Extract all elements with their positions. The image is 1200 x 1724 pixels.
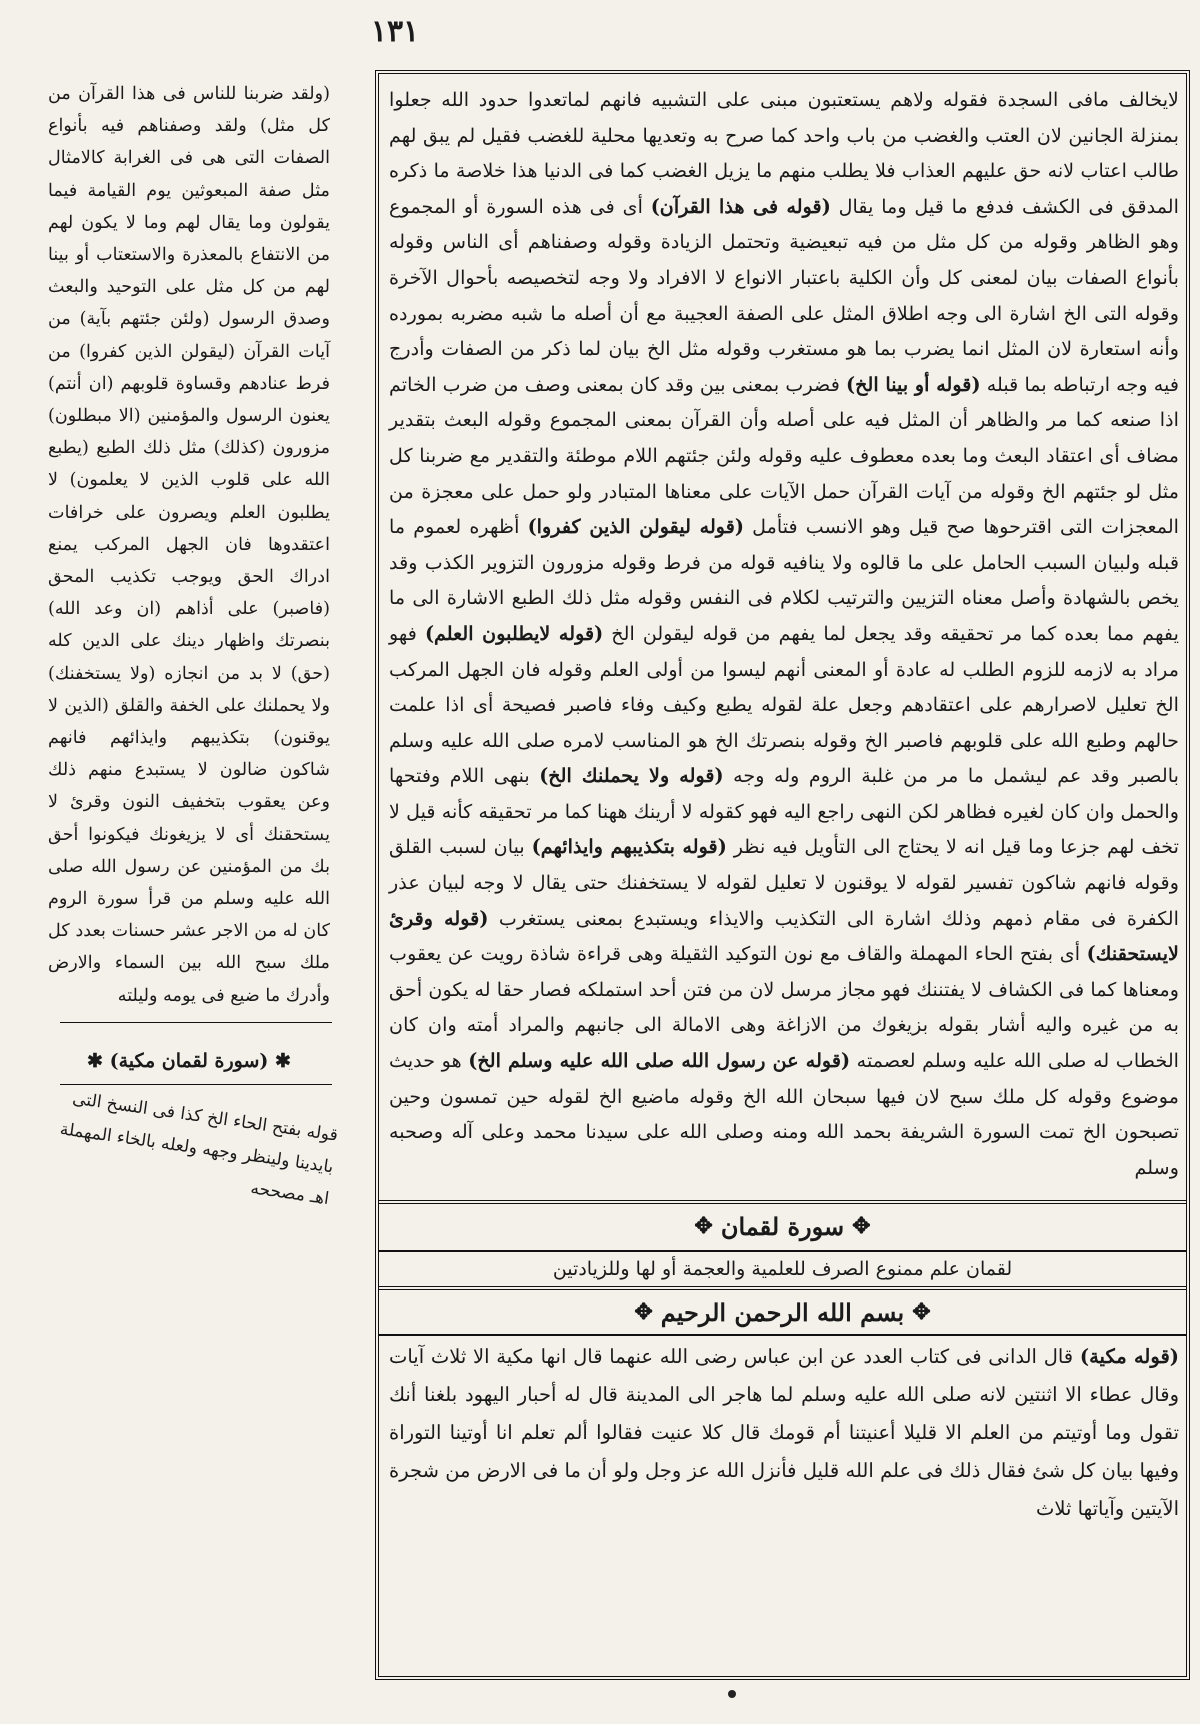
star-icon: ✱ (275, 1050, 291, 1072)
editor-note (40, 1088, 340, 1220)
basmala: بسم الله الرحمن الرحيم (660, 1297, 905, 1327)
commentary-keyword: (قوله بتكذيبهم وايذائهم) (531, 835, 727, 859)
star-icon: ✱ (87, 1050, 103, 1072)
surah-heading (379, 1204, 1186, 1248)
margin-divider (60, 1084, 332, 1085)
commentary-keyword: (قوله عن رسول الله صلى الله عليه وسلم الخ) (468, 1049, 851, 1073)
main-commentary-text (389, 82, 1179, 1185)
main-paragraph: أى فى هذه السورة أو المجموع وهو الظاهر وقوله من كل مثل من فيه تبعيضية وتحتمل الزيادة وقوله وصفناهم أى الناس وقوله بأنواع الصفات بيان لمعنى كل وأن الكلية باعتبار الانواع لا الافراد ولا وجه لتخصيصه بأحوال الآخرة وقوله التى الخ اشارة الى وجه اطلاق المثل على الصفة العجيبة مع أن أصله ما شبه مضربه بمورده وأنه استعارة لان المثل انما يضرب بما هو مستغرب وقوله مثل الخ بيان لما ذكر من الصفات وأدرج فيه وجه ارتباطه بما قبله (389, 194, 1179, 396)
main-paragraph: بنهى اللام وفتحها والحمل وان كان لغيره فظاهر لكن النهى راجع اليه فهو كقوله لا أرينك ههنا كما مر تحقيقه كأنه قيل لا تخف لهم جزعا وما قيل انه لا يحتاج الى التأويل فيه نظر (389, 764, 1179, 859)
basmala-heading (379, 1290, 1186, 1334)
margin-text: (ولقد ضربنا للناس فى هذا القرآن من كل مثل) ولقد وصفناهم فيه بأنواع الصفات التى هى فى الغرابة كالامثال مثل صفة المبعوثين يوم القيامة فيما يقولون وما يقال لهم وما لا يكون لهم من الانتفاع بالمعذرة والاستعتاب أو بينا لهم من كل مثل على التوحيد والبعث وصدق الرسول (ولئن جئتهم بآية) من آيات القرآن (ليقولن الذين كفروا) من فرط عنادهم وقساوة قلوبهم (ان أنتم) يعنون الرسول والمؤمنين (الا مبطلون) مزورون (كذلك) مثل ذلك الطبع (يطبع الله على قلوب الذين لا يعلمون) لا يطلبون العلم ويصرون على خرافات اعتقدوها فان الجهل المركب يمنع ادراك الحق ويوجب تكذيب المحق (فاصبر) على أذاهم (ان وعد الله) بنصرتك واظهار دينك على الدين كله (حق) لا بد من انجازه (ولا يستخفنك) ولا يحملنك على الخفة والقلق (الذين لا يوقنون) بتكذيبهم وايذائهم فانهم شاكون ضالون لا يستبدع منهم ذلك وعن يعقوب بتخفيف النون وقرئ لا يستحقنك أى لا يزيغونك فيكونوا أحق بك من المؤمنين عن رسول الله صلى الله عليه وسلم من قرأ سورة الروم كان له من الاجر عشر حسنات بعدد كل ملك سبح الله بين السماء والارض وأدرك ما ضيع فى يومه وليلته (48, 84, 330, 1006)
section-divider (379, 1250, 1186, 1252)
page-number: ١٣١ (370, 14, 420, 49)
commentary-keyword: (قوله مكية) (1079, 1345, 1179, 1368)
commentary-keyword: (قوله ولا يحملنك الخ) (539, 764, 724, 788)
main-paragraph: بيان لسبب القلق وقوله فانهم شاكون تفسير لقوله لا يوقنون لا تعليل لقوله لا يستخفنك حتى يقال لا وجه لبيان عذر الكفرة فى مقام ذمهم وذلك اشارة الى التكذيب والايذاء ويستبدع بمعنى يستغرب (389, 835, 1179, 930)
commentary-keyword: (قوله لايطلبون العلم) (424, 621, 604, 645)
commentary-keyword: (قوله فى هذا القرآن) (650, 194, 831, 218)
main-paragraph: لايخالف مافى السجدة فقوله ولاهم يستعتبون مبنى على التشبيه فانهم لماتعدوا حدود الله جعلوا بمنزلة الجانين لان العتب والغضب من باب واحد كما صرح به وتعديها محلية للغضب فقيل لم يبق لهم طالب اعتاب لانه حق عليهم العذاب فلا يطلب منهم ما يزيل الغضب كما فى الدنيا هذا خلاصة ما ذكره المدقق فى الكشف فدفع ما قيل وما يقال (389, 88, 1179, 218)
margin-divider (60, 1022, 332, 1023)
ornament-icon: ✥ (852, 1213, 871, 1239)
ink-dot (728, 1690, 736, 1698)
ornament-icon: ✥ (694, 1213, 713, 1239)
editor-note-text: قوله بفتح الحاء الخ كذا فى النسخ التى بايدينا ولينظر وجهه ولعله بالخاء المهملة اهـ مصححه (58, 1088, 340, 1210)
surah-title: سورة لقمان (720, 1211, 845, 1241)
section-divider (379, 1334, 1186, 1336)
main-paragraph: هو حديث موضوع وقوله كل ملك سبح لان فيها سبحان الله الخ وقوله ماضيع الخ لقوله حين تمسون وحين تصبحون الخ تمت السورة الشريفة بحمد الله ومنه وصلى الله على سيدنا محمد وعلى آله وصحبه وسلم (389, 1049, 1179, 1179)
commentary-keyword: (قوله وقرئ لايستحقنك) (389, 906, 1179, 966)
main-commentary-frame (375, 70, 1190, 1680)
commentary-keyword: (قوله ليقولن الذين كفروا) (527, 515, 744, 539)
ornament-icon: ✥ (634, 1299, 653, 1325)
main-paragraph: فهو مراد به لازمه للزوم الطلب له عادة أو المعنى أنهم ليسوا من أولى العلم وقوله فان الجهل المركب الخ تعليل لاصرارهم على اعتقادهم وجعل علة لقوله يطبع وكيف وفاء فاصبر فصيحة أى اذا علمت حالهم وطبع الله على قلوبهم فاصبر الخ وقوله بنصرتك الخ هو المناسب لامره صلى الله عليه وسلم بالصبر وقد عم ليشمل ما مر من غلبة الروم وله وجه (389, 621, 1179, 788)
main-paragraph: فضرب بمعنى بين وقد كان بمعنى وصف من ضرب الخاتم اذا صنعه كما مر والظاهر أن المثل فيه على أصله وأن القرآن بمعنى المجموع وقوله البعث بتقدير مضاف أى اعتقاد البعث وما بعده معطوف عليه وقوله ولئن جئتهم اللام موطئة والتقدير مع ضربنا كل مثل لو جئتهم الخ وقوله من آيات القرآن حمل الآيات على معناها المتبادر ولو حمل على معجزة من المعجزات التى اقترحوها صح قيل وهو الانسب فتأمل (389, 372, 1180, 539)
main-paragraph: قال الدانى فى كتاب العدد عن ابن عباس رضى الله عنهما قال انها مكية الا ثلاث آيات وقال عطاء الا اثنتين لانه صلى الله عليه وسلم لما هاجر الى المدينة قال له أحبار اليهود بلغنا أنك تقول وما أوتيتم من العلم الا قليلا أعنيتنا أم قومك قال كلا عنيت فقالوا ألم تعلم انا أوتينا التوراة وفيها بيان كل شئ فقال ذلك فى علم الله قليل فأنزل الله عز وجل ولو أن ما فى الارض من شجرة الآيتين وآياتها ثلاث (389, 1345, 1179, 1520)
commentary-keyword: (قوله أو بينا الخ) (846, 372, 981, 396)
ornament-icon: ✥ (912, 1299, 931, 1325)
margin-surah-heading (48, 1050, 330, 1072)
main-paragraph: أظهره لعموم ما قبله ولبيان السبب الحامل على ما قالوه ولا ينافيه قوله من فرط وقوله مزورون التزوير الكذب وقد يخص بالشهادة وأصل معناه التزيين والترتيب لكلام فى النفس وقوله مثل ذلك الطبع الاشارة الى ما يفهم مما بعده كما مر تحقيقه وقد يجعل لما يفهم من قوله ليقولن الخ (389, 515, 1179, 645)
lower-commentary-text (389, 1338, 1179, 1528)
main-paragraph: أى بفتح الحاء المهملة والقاف مع نون التوكيد الثقيلة وهى قراءة شاذة رويت عن يعقوب ومعناها كما فى الكشاف لا يفتننك فهو مجاز مرسل لان من فتن أحد استملكه فصار حقا له يكون أحق به من غيره واليه أشار بقوله بزيغوك من الازاغة وهى الامالة الى جانبهم والمراد أمته وان كان الخطاب له صلى الله عليه وسلم لعصمته (389, 942, 1180, 1073)
surah-name-note: لقمان علم ممنوع الصرف للعلمية والعجمة أو لها وللزيادتين (552, 1258, 1013, 1280)
margin-surah-title: (سورة لقمان مكية) (109, 1050, 269, 1072)
margin-column (48, 78, 330, 1012)
